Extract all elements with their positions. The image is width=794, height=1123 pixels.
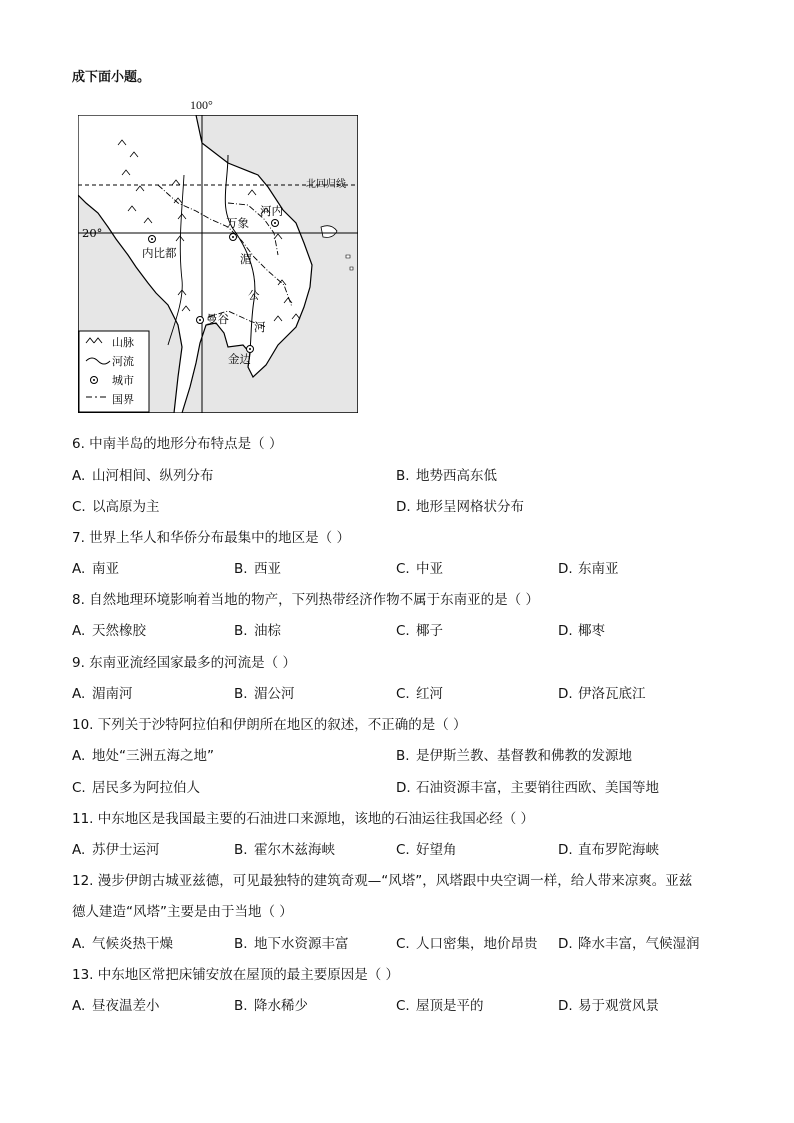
city-bangkok: 曼谷 [206,312,229,326]
question-10-option-c[interactable]: C. 居民多为阿拉伯人 [72,780,200,796]
question-11-stem: 11. 中东地区是我国最主要的石油进口来源地，该地的石油运往我国必经（ ） [72,811,535,827]
question-7-stem: 7. 世界上华人和华侨分布最集中的地区是（ ） [72,530,350,546]
question-11-option-c[interactable]: C. 好望角 [396,842,457,858]
river-label-1: 湄 [240,252,252,266]
question-12-stem: 12. 漫步伊朗古城亚兹德，可见最独特的建筑奇观—“风塔”，风塔跟中央空调一样，给人带来凉爽。亚兹 [72,873,693,889]
city-phnom-penh: 金边 [228,352,251,366]
question-8-option-c[interactable]: C. 椰子 [396,623,443,639]
question-12-option-c[interactable]: C. 人口密集，地价昂贵 [396,936,538,952]
legend-river: 河流 [112,355,134,368]
question-10-option-b[interactable]: B. 是伊斯兰教、基督教和佛教的发源地 [396,748,632,764]
city-vientiane: 万象 [226,216,249,230]
question-8-option-a[interactable]: A. 天然橡胶 [72,623,146,639]
legend-city: 城市 [112,374,134,387]
question-7-option-d[interactable]: D. 东南亚 [558,561,619,577]
question-7-option-a[interactable]: A. 南亚 [72,561,119,577]
question-6-option-c[interactable]: C. 以高原为主 [72,499,160,515]
question-12-option-d[interactable]: D. 降水丰富，气候湿润 [558,936,700,952]
question-7-option-b[interactable]: B. 西亚 [234,561,281,577]
latitude-label: 20° [82,226,103,240]
question-12-stem-continued: 德人建造“风塔”主要是由于当地（ ） [72,904,293,920]
question-9-option-c[interactable]: C. 红河 [396,686,443,702]
legend-border: 国界 [112,393,134,406]
question-13-option-b[interactable]: B. 降水稀少 [234,998,308,1014]
question-11-option-b[interactable]: B. 霍尔木兹海峡 [234,842,335,858]
longitude-label: 100° [190,98,213,112]
legend-mountain: 山脉 [112,336,134,349]
question-13-option-c[interactable]: C. 屋顶是平的 [396,998,484,1014]
question-12-option-b[interactable]: B. 地下水资源丰富 [234,936,349,952]
question-9-option-a[interactable]: A. 湄南河 [72,686,133,702]
question-9-stem: 9. 东南亚流经国家最多的河流是（ ） [72,655,296,671]
tropic-label: 北回归线 [306,179,346,190]
question-8-stem: 8. 自然地理环境影响着当地的物产，下列热带经济作物不属于东南亚的是（ ） [72,592,539,608]
city-naypyidaw: 内比都 [142,246,177,260]
question-10-stem: 10. 下列关于沙特阿拉伯和伊朗所在地区的叙述，不正确的是（ ） [72,717,467,733]
question-11-option-a[interactable]: A. 苏伊士运河 [72,842,160,858]
question-12-option-a[interactable]: A. 气候炎热干燥 [72,936,173,952]
question-13-stem: 13. 中东地区常把床铺安放在屋顶的最主要原因是（ ） [72,967,400,983]
question-8-option-b[interactable]: B. 油棕 [234,623,281,639]
question-9-option-b[interactable]: B. 湄公河 [234,686,295,702]
question-9-option-d[interactable]: D. 伊洛瓦底江 [558,686,646,702]
question-10-option-d[interactable]: D. 石油资源丰富，主要销往西欧、美国等地 [396,780,659,796]
question-6-option-a[interactable]: A. 山河相间、纵列分布 [72,468,214,484]
river-label-3: 河 [254,320,266,334]
question-11-option-d[interactable]: D. 直布罗陀海峡 [558,842,659,858]
question-13-option-d[interactable]: D. 易于观赏风景 [558,998,659,1014]
question-6-option-d[interactable]: D. 地形呈网格状分布 [396,499,524,515]
question-10-option-a[interactable]: A. 地处“三洲五海之地” [72,748,214,764]
southeast-asia-map [78,115,358,413]
question-7-option-c[interactable]: C. 中亚 [396,561,443,577]
city-hanoi: 河内 [260,204,283,218]
river-label-2: 公 [248,288,260,302]
question-6-stem: 6. 中南半岛的地形分布特点是（ ） [72,436,283,452]
question-8-option-d[interactable]: D. 椰枣 [558,623,605,639]
intro-text: 成下面小题。 [72,70,151,85]
question-6-option-b[interactable]: B. 地势西高东低 [396,468,497,484]
question-13-option-a[interactable]: A. 昼夜温差小 [72,998,160,1014]
